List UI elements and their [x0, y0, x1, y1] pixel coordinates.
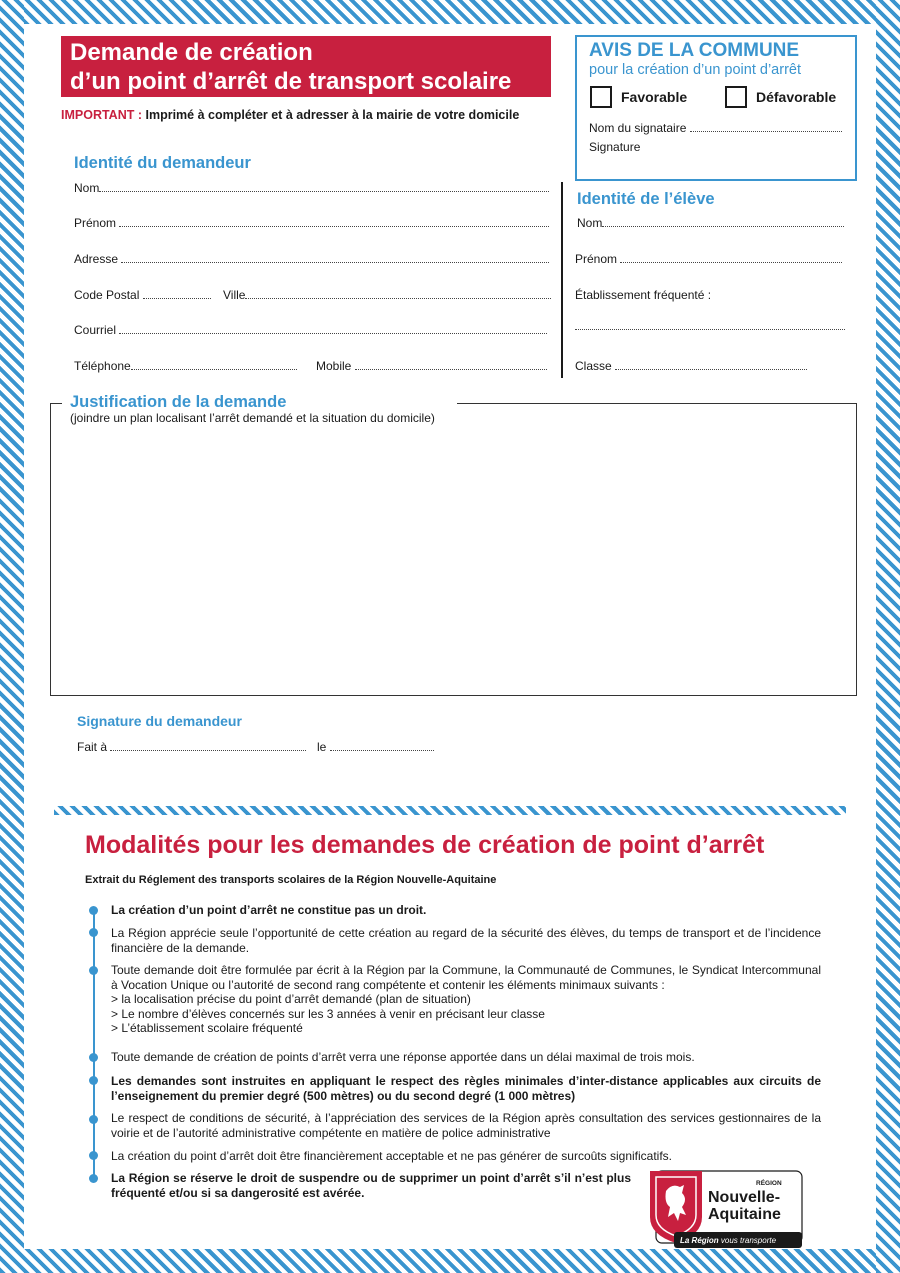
le-field [317, 739, 434, 754]
important-notice [61, 108, 519, 122]
logo-tagline-rest: vous transporte [718, 1236, 777, 1245]
demandeur-mobile-label: Mobile [316, 359, 352, 373]
demandeur-section-title: Identité du demandeur [74, 154, 251, 172]
nom-signataire-label: Nom du signataire [589, 121, 687, 135]
demandeur-prenom-label: Prénom [74, 216, 117, 230]
avis-title: AVIS DE LA COMMUNE [589, 40, 800, 61]
eleve-classe-input[interactable] [615, 358, 807, 370]
le-label: le [317, 740, 327, 754]
demandeur-ville-field [223, 287, 551, 302]
eleve-etablissement-input[interactable] [575, 318, 845, 330]
important-label: IMPORTANT : [61, 108, 143, 122]
demandeur-courriel-label: Courriel [74, 323, 117, 337]
demandeur-prenom-field [74, 215, 549, 230]
demandeur-adresse-label: Adresse [74, 252, 119, 266]
favorable-label: Favorable [621, 89, 688, 105]
nom-signataire-field [589, 120, 842, 135]
section-separator [54, 806, 846, 815]
demandeur-ville-label: Ville [223, 288, 246, 302]
favorable-checkbox[interactable] [590, 86, 612, 108]
bullet-dot [89, 906, 98, 915]
rule-subitem: > L’établissement scolaire fréquenté [111, 1021, 303, 1035]
eleve-nom-label: Nom [577, 216, 603, 230]
rule-item: Les demandes sont instruites en appliquant le respect des règles minimales d’inter-distance applicables aux circuits de l’enseignement du premier degré (500 mètres) ou du second degré (1 000 mètres) [111, 1074, 821, 1103]
demandeur-telephone-field [74, 358, 297, 373]
demandeur-adresse-field [74, 251, 549, 266]
striped-border-left [0, 0, 24, 1273]
eleve-prenom-label: Prénom [575, 252, 618, 266]
demandeur-telephone-label: Téléphone [74, 359, 131, 373]
bullet-dot [89, 928, 98, 937]
bullet-dot [89, 1115, 98, 1124]
modalites-extrait: Extrait du Réglement des transports scolaires de la Région Nouvelle-Aquitaine [85, 874, 497, 886]
title-line-1: Demande de création [70, 39, 313, 66]
avis-subtitle: pour la création d’un point d’arrêt [589, 62, 801, 78]
logo-region-text: RÉGION [756, 1180, 782, 1187]
demandeur-courriel-field [74, 322, 547, 337]
bullet-timeline [93, 908, 95, 1176]
eleve-classe-field [575, 358, 807, 373]
demandeur-code-postal-field [74, 287, 211, 302]
eleve-prenom-field [575, 251, 842, 266]
eleve-prenom-input[interactable] [620, 251, 842, 263]
bullet-dot [89, 1174, 98, 1183]
demandeur-mobile-field [316, 358, 547, 373]
page-title [61, 36, 551, 97]
eleve-classe-label: Classe [575, 359, 612, 373]
region-logo-graphic [648, 1169, 804, 1249]
striped-border-right [876, 0, 900, 1273]
signature-section-title: Signature du demandeur [77, 713, 242, 729]
rule-item: La Région se réserve le droit de suspendre ou de supprimer un point d’arrêt s’il n’est plus fréquenté et/ou si sa dangerosité est avérée. [111, 1171, 631, 1200]
bullet-dot [89, 966, 98, 975]
modalites-title: Modalités pour les demandes de création de point d’arrêt [85, 831, 765, 859]
title-line-2: d’un point d’arrêt de transport scolaire [70, 68, 512, 95]
rule-item: Le respect de conditions de sécurité, à l’appréciation des services de la Région après consultation des services gestionnaires de la voirie et de l’autorité administrative compétente en matière de police administrative [111, 1111, 821, 1140]
bullet-dot [89, 1151, 98, 1160]
nom-signataire-input[interactable] [690, 120, 842, 132]
demandeur-mobile-input[interactable] [355, 358, 547, 370]
region-logo [648, 1169, 804, 1249]
justification-textarea[interactable] [56, 430, 855, 694]
logo-name-line2: Aquitaine [708, 1206, 781, 1223]
signature-commune-label: Signature [589, 140, 641, 154]
logo-tagline [680, 1236, 777, 1245]
striped-border-bottom [0, 1249, 900, 1273]
rule-item: La création du point d’arrêt doit être financièrement acceptable et ne pas générer de surcoûts significatifs. [111, 1149, 672, 1163]
fait-a-label: Fait à [77, 740, 108, 754]
demandeur-prenom-input[interactable] [119, 215, 549, 227]
defavorable-label: Défavorable [756, 89, 837, 105]
demandeur-ville-input[interactable] [245, 287, 551, 299]
date-input[interactable] [330, 739, 434, 751]
demandeur-nom-input[interactable] [99, 180, 549, 192]
demandeur-courriel-input[interactable] [119, 322, 547, 334]
rule-subitem: > la localisation précise du point d’arrêt demandé (plan de situation) [111, 992, 471, 1006]
demandeur-adresse-input[interactable] [121, 251, 549, 263]
column-divider [561, 182, 563, 378]
logo-tagline-bold: La Région [680, 1236, 719, 1245]
justification-subtitle: (joindre un plan localisant l’arrêt demandé et la situation du domicile) [70, 411, 435, 425]
rule-item: Toute demande doit être formulée par écrit à la Région par la Commune, la Communauté de Communes, le Syndicat Intercommunal à Vocation Unique ou l’autorité de second rang compétente et contenir les éléments minimaux suivants : [111, 963, 821, 992]
demandeur-code-postal-label: Code Postal [74, 288, 140, 302]
bullet-dot [89, 1053, 98, 1062]
rule-item: La Région apprécie seule l’opportunité de cette création au regard de la sécurité des élèves, du temps de transport et de l’incidence financière de la demande. [111, 926, 821, 955]
demandeur-code-postal-input[interactable] [143, 287, 211, 299]
rule-subitem: > Le nombre d’élèves concernés sur les 3 années à venir en précisant leur classe [111, 1007, 545, 1021]
justification-title: Justification de la demande [70, 393, 287, 411]
demandeur-telephone-input[interactable] [131, 358, 297, 370]
important-text: Imprimé à compléter et à adresser à la mairie de votre domicile [142, 108, 520, 122]
logo-name-line1: Nouvelle- [708, 1189, 781, 1206]
striped-border-top [0, 0, 900, 24]
demandeur-nom-field [74, 180, 549, 195]
eleve-nom-field [577, 215, 844, 230]
rule-item: Toute demande de création de points d’arrêt verra une réponse apportée dans un délai maximal de trois mois. [111, 1050, 695, 1064]
fait-a-field [77, 739, 306, 754]
demandeur-nom-label: Nom [74, 181, 100, 195]
defavorable-checkbox[interactable] [725, 86, 747, 108]
bullet-dot [89, 1076, 98, 1085]
fait-a-input[interactable] [110, 739, 306, 751]
eleve-etablissement-label: Établissement fréquenté : [575, 288, 712, 302]
eleve-nom-input[interactable] [602, 215, 844, 227]
rule-item: La création d’un point d’arrêt ne constitue pas un droit. [111, 903, 427, 917]
eleve-section-title: Identité de l’élève [577, 190, 715, 208]
